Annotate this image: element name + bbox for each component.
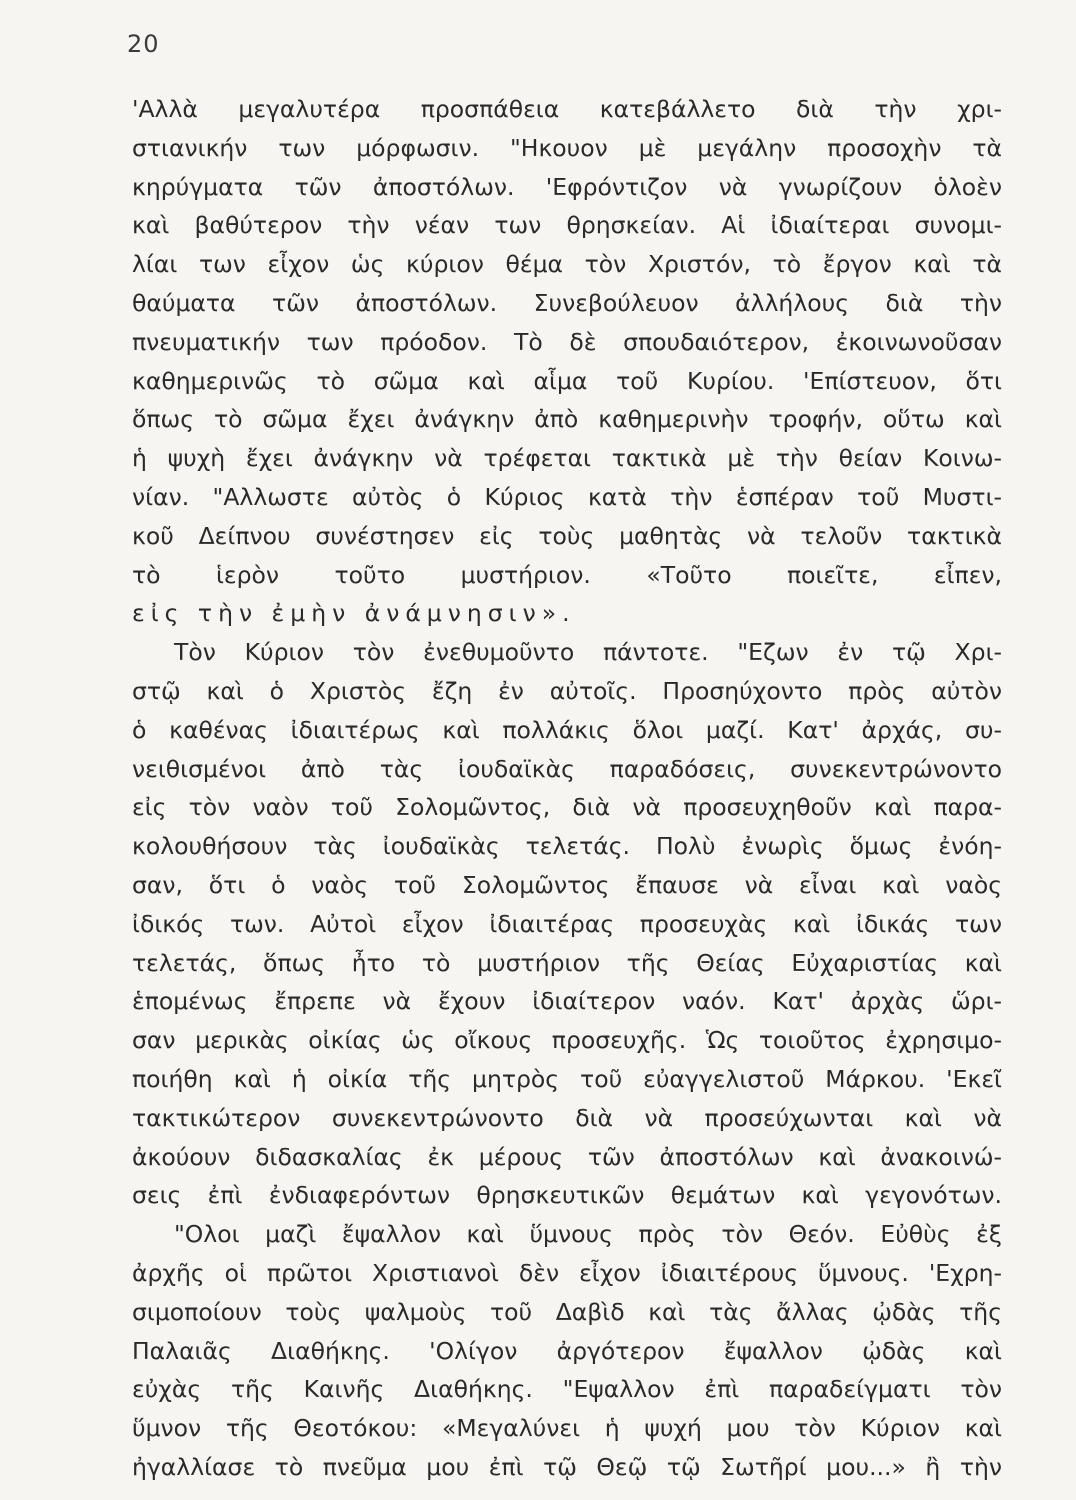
text-line: νειθισμένοι ἀπὸ τὰς ἰουδαϊκὰς παραδόσεις, συνεκεντρώνοντο	[132, 754, 1002, 783]
text-line: σιμοποίουν τοὺς ψαλμοὺς τοῦ Δαβὶδ καὶ τὰς ἄλλας ᾠδὰς τῆς	[132, 1297, 1002, 1326]
text-line: θαύματα τῶν ἀποστόλων. Συνεβούλευον ἀλλήλους διὰ τὴν	[132, 288, 1002, 317]
text-line: στιανικήν των μόρφωσιν. "Ηκουον μὲ μεγάλην προσοχὴν τὰ	[132, 133, 1002, 162]
text-line: Τὸν Κύριον τὸν ἐνεθυμοῦντο πάντοτε. "Εζων ἐν τῷ Χρι-	[174, 638, 1002, 667]
text-line: ὕμνον τῆς Θεοτόκου: «Μεγαλύνει ἡ ψυχή μου τὸν Κύριον καὶ	[132, 1414, 1002, 1443]
text-line: νίαν. "Αλλωστε αὐτὸς ὁ Κύριος κατὰ τὴν ἑσπέραν τοῦ Μυστι-	[132, 482, 1002, 511]
text-line: Παλαιᾶς Διαθήκης. 'Ολίγον ἀργότερον ἔψαλλον ᾠδὰς καὶ	[132, 1336, 1002, 1365]
text-line: ἠγαλλίασε τὸ πνεῦμα μου ἐπὶ τῷ Θεῷ τῷ Σωτῆρί μου...» ἢ τὴν	[132, 1452, 1002, 1481]
text-line: εὐχὰς τῆς Καινῆς Διαθήκης. "Εψαλλον ἐπὶ παραδείγματι τὸν	[132, 1375, 1002, 1404]
text-line: ὅπως τὸ σῶμα ἔχει ἀνάγκην ἀπὸ καθημερινὴν τροφήν, οὕτω καὶ	[132, 405, 1002, 434]
text-line: ἑπομένως ἔπρεπε νὰ ἔχουν ἰδιαίτερον ναόν. Κατ' ἀρχὰς ὥρι-	[132, 987, 1002, 1016]
text-line: κολουθήσουν τὰς ἰουδαϊκὰς τελετάς. Πολὺ ἐνωρὶς ὅμως ἐνόη-	[132, 832, 1002, 861]
text-line: τελετάς, ὅπως ἦτο τὸ μυστήριον τῆς Θείας Εὐχαριστίας καὶ	[132, 948, 1002, 977]
text-line: ἰδικός των. Αὐτοὶ εἶχον ἰδιαιτέρας προσευχὰς καὶ ἰδικάς των	[132, 909, 1002, 938]
page-number: 20	[127, 30, 160, 58]
text-line: σεις ἐπὶ ἐνδιαφερόντων θρησκευτικῶν θεμάτων καὶ γεγονότων.	[132, 1181, 1002, 1210]
text-line: καὶ βαθύτερον τὴν νέαν των θρησκείαν. Αἱ ἰδιαίτεραι συνομι-	[132, 211, 1002, 240]
text-line: κοῦ Δείπνου συνέστησεν εἰς τοὺς μαθητὰς νὰ τελοῦν τακτικὰ	[132, 521, 1002, 550]
text-line: στῷ καὶ ὁ Χριστὸς ἔζη ἐν αὐτοῖς. Προσηύχοντο πρὸς αὐτὸν	[132, 676, 1002, 705]
text-line: σαν μερικὰς οἰκίας ὡς οἴκους προσευχῆς. Ὡς τοιοῦτος ἐχρησιμο-	[132, 1026, 1002, 1055]
text-line: καθημερινῶς τὸ σῶμα καὶ αἷμα τοῦ Κυρίου. 'Επίστευον, ὅτι	[132, 366, 1002, 395]
text-line: 'Αλλὰ μεγαλυτέρα προσπάθεια κατεβάλλετο διὰ τὴν χρι-	[132, 95, 1002, 123]
text-line: πνευματικήν των πρόοδον. Τὸ δὲ σπουδαιότερον, ἐκοινωνοῦσαν	[132, 327, 1002, 356]
body-text	[132, 90, 1002, 1487]
text-line: ποιήθη καὶ ἡ οἰκία τῆς μητρὸς τοῦ εὐαγγελιστοῦ Μάρκου. 'Εκεῖ	[132, 1064, 1002, 1093]
text-line: εἰς τὸν ναὸν τοῦ Σολομῶντος, διὰ νὰ προσευχηθοῦν καὶ παρα-	[132, 793, 1002, 822]
text-line: κηρύγματα τῶν ἀποστόλων. 'Εφρόντιζον νὰ γνωρίζουν ὁλοὲν	[132, 172, 1002, 201]
text-line: τὸ ἱερὸν τοῦτο μυστήριον. «Τοῦτο ποιεῖτε, εἶπεν,	[132, 560, 1002, 589]
text-line: λίαι των εἶχον ὡς κύριον θέμα τὸν Χριστόν, τὸ ἔργον καὶ τὰ	[132, 250, 1002, 279]
text-line: σαν, ὅτι ὁ ναὸς τοῦ Σολομῶντος ἔπαυσε νὰ εἶναι καὶ ναὸς	[132, 870, 1002, 899]
text-line: εἰς τὴν ἐμὴν ἀνάμνησιν».	[132, 599, 576, 628]
text-line: ἀκούουν διδασκαλίας ἐκ μέρους τῶν ἀποστόλων καὶ ἀνακοινώ-	[132, 1142, 1002, 1171]
text-line: "Ολοι μαζὶ ἔψαλλον καὶ ὕμνους πρὸς τὸν Θεόν. Εὐθὺς ἐξ	[174, 1220, 1002, 1249]
text-line: τακτικώτερον συνεκεντρώνοντο διὰ νὰ προσεύχωνται καὶ νὰ	[132, 1103, 1002, 1132]
text-line: ἀρχῆς οἱ πρῶτοι Χριστιανοὶ δὲν εἶχον ἰδιαιτέρους ὕμνους. 'Εχρη-	[132, 1258, 1002, 1287]
text-line: ἡ ψυχὴ ἔχει ἀνάγκην νὰ τρέφεται τακτικὰ μὲ τὴν θείαν Κοινω-	[132, 444, 1002, 473]
text-line: ὁ καθένας ἰδιαιτέρως καὶ πολλάκις ὅλοι μαζί. Κατ' ἀρχάς, συ-	[132, 715, 1002, 744]
